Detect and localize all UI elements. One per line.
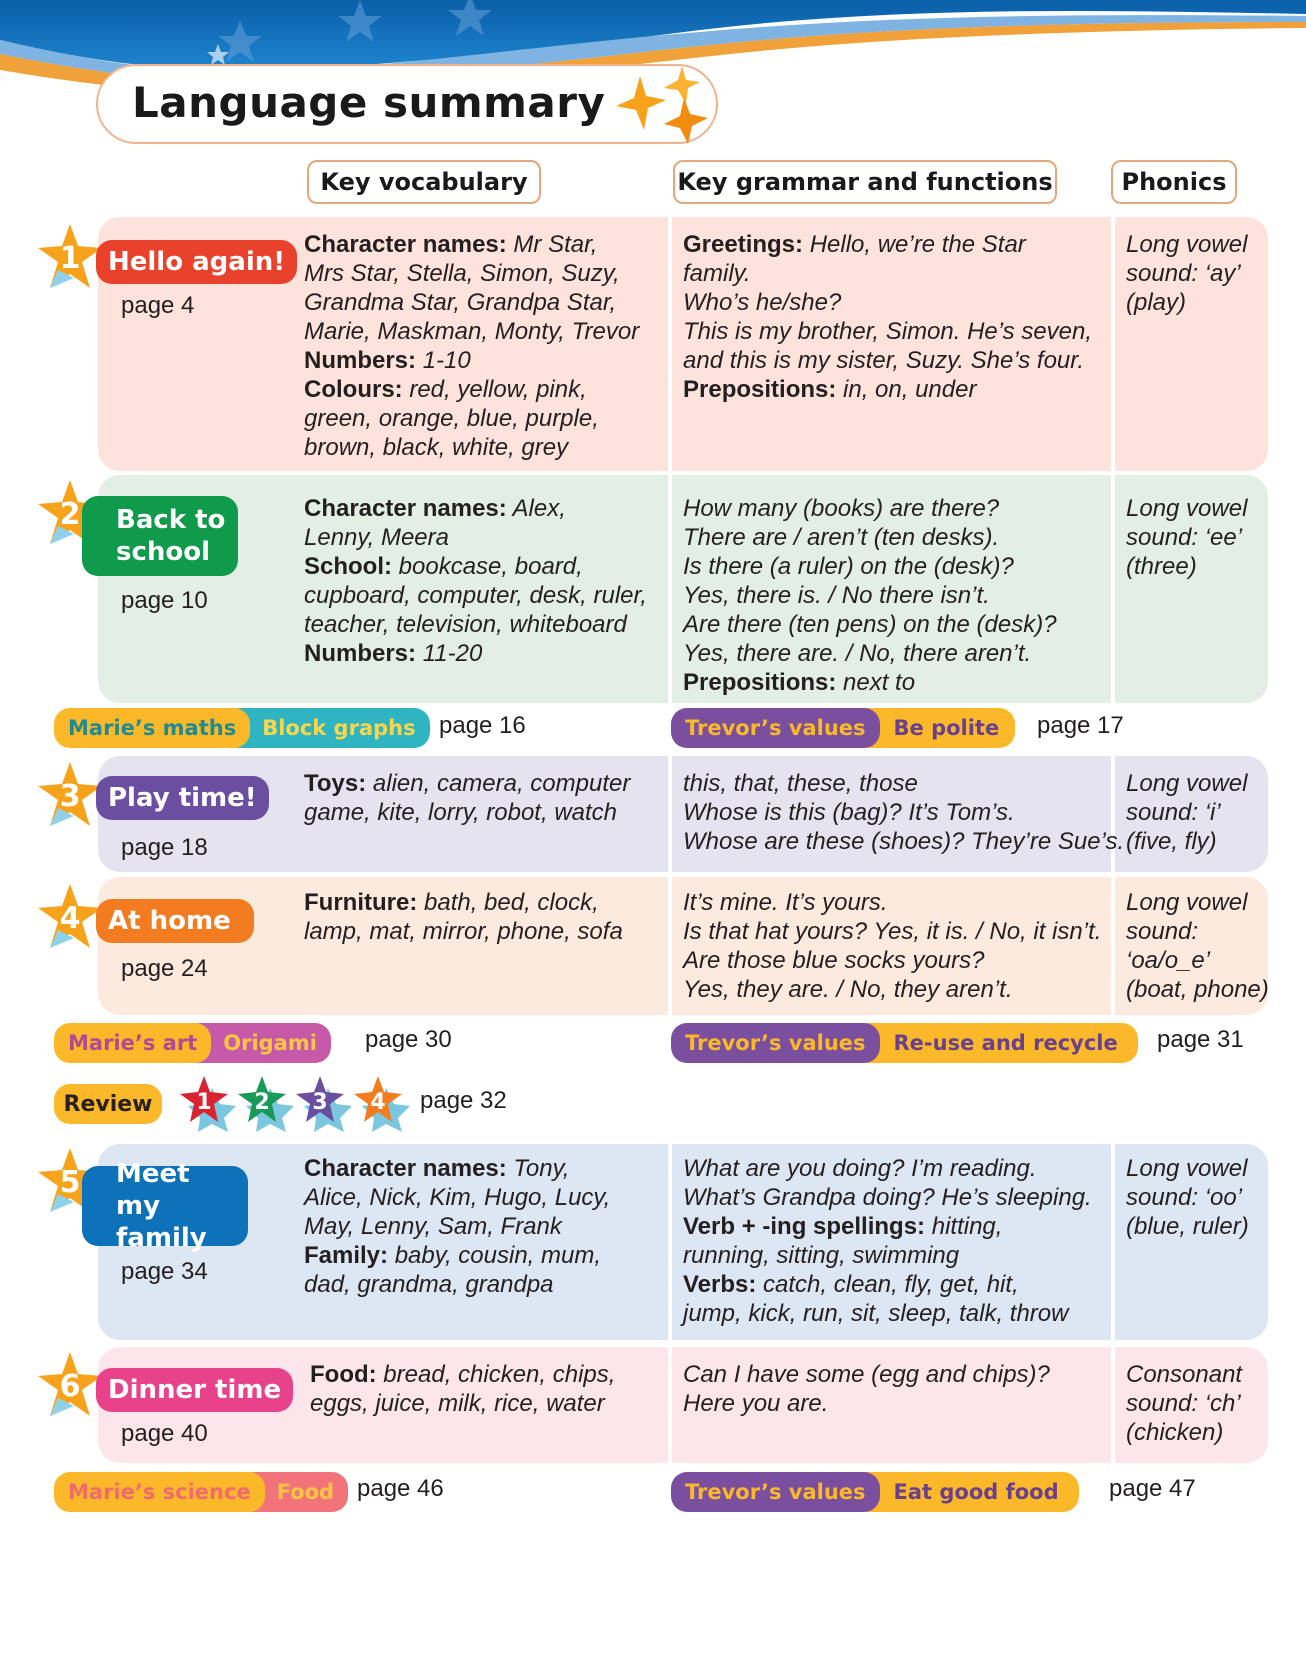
svg-text:4: 4 <box>370 1090 386 1115</box>
review-star-2-icon <box>236 1074 294 1132</box>
trevor-values-polite-pill[interactable] <box>671 708 1015 748</box>
unit-3-phonics: Long vowel sound: ‘i’ (five, fly) <box>1126 770 1248 855</box>
page-title: Language summary <box>132 78 606 127</box>
column-header-grammar: Key grammar and functions <box>673 160 1057 204</box>
eat-good-food-label: Eat good food <box>866 1472 1079 1512</box>
review-pill[interactable]: Review <box>54 1084 162 1124</box>
svg-text:1: 1 <box>59 241 81 276</box>
unit-4-phonics: Long vowel sound: ‘oa/o_e’ (boat, phone) <box>1126 889 1269 1003</box>
block-graphs-label: Block graphs <box>236 708 429 748</box>
column-header-phonics: Phonics <box>1111 160 1237 204</box>
values-page-47[interactable]: page 47 <box>1109 1475 1196 1502</box>
marie-art-label: Marie’s art <box>54 1023 211 1063</box>
reuse-recycle-label: Re-use and recycle <box>866 1023 1138 1063</box>
trevor-values-recycle-pill[interactable] <box>671 1023 1138 1063</box>
unit-3-page[interactable]: page 18 <box>121 834 208 861</box>
trevor-values-label: Trevor’s values <box>671 1023 880 1063</box>
unit-2-grammar: How many (books) are there? There are / aren’t (ten desks). Is there (a ruler) on the (desk)? Yes, there is. / No there isn’t. Are there (ten pens) on the (desk)? Yes, there are. / No, there aren’t. Prepositions: next to <box>683 495 1057 696</box>
svg-text:6: 6 <box>59 1369 81 1404</box>
unit-2-title-line-2: school <box>116 537 211 567</box>
review-star-1-icon <box>178 1074 236 1132</box>
unit-2-vocabulary: Character names: Alex, Lenny, Meera School: bookcase, board, cupboard, computer, desk, ruler, teacher, television, whiteboard Numbers: 11-20 <box>304 495 647 667</box>
unit-5-grammar: What are you doing? I’m reading. What’s Grandpa doing? He’s sleeping. Verb + -ing spellings: hitting, running, sitting, swimming Verbs: catch, clean, fly, get, hit, jump, kick, run, sit, sleep, talk, throw <box>683 1155 1092 1327</box>
unit-2-title-badge[interactable] <box>82 496 238 576</box>
svg-text:2: 2 <box>254 1090 270 1115</box>
unit-6-page[interactable]: page 40 <box>121 1420 208 1447</box>
food-label: Food <box>251 1472 348 1512</box>
unit-5-title-line-1: Meet my <box>116 1159 190 1221</box>
unit-1-phonics: Long vowel sound: ‘ay’ (play) <box>1126 231 1248 316</box>
unit-5-vocabulary: Character names: Tony, Alice, Nick, Kim, Hugo, Lucy, May, Lenny, Sam, Frank Family: baby, cousin, mum, dad, grandma, grandpa <box>304 1155 611 1298</box>
marie-maths-pill[interactable] <box>54 708 430 748</box>
svg-text:5: 5 <box>59 1165 81 1200</box>
review-page[interactable]: page 32 <box>420 1087 507 1114</box>
unit-5-title-line-2: family <box>116 1223 207 1253</box>
unit-4-vocabulary: Furniture: bath, bed, clock, lamp, mat, mirror, phone, sofa <box>304 889 623 945</box>
values-page-17[interactable]: page 17 <box>1037 712 1124 739</box>
svg-text:3: 3 <box>312 1090 328 1115</box>
trevor-values-label: Trevor’s values <box>671 1472 880 1512</box>
unit-1-grammar: Greetings: Hello, we’re the Star family. Who’s he/she? This is my brother, Simon. He’s seven, and this is my sister, Suzy. She’s four. Prepositions: in, on, under <box>683 231 1093 403</box>
trevor-values-label: Trevor’s values <box>671 708 880 748</box>
unit-6-grammar: Can I have some (egg and chips)? Here you are. <box>683 1361 1050 1417</box>
unit-5-title-badge[interactable] <box>82 1159 248 1253</box>
unit-2-page[interactable]: page 10 <box>121 587 208 614</box>
unit-3-grammar: this, that, these, those Whose is this (bag)? It’s Tom’s. Whose are these (shoes)? They’re Sue’s. <box>683 770 1125 855</box>
origami-label: Origami <box>197 1023 331 1063</box>
science-page[interactable]: page 46 <box>357 1475 444 1502</box>
unit-1-page[interactable]: page 4 <box>121 292 195 319</box>
unit-1-vocabulary: Character names: Mr Star, Mrs Star, Stella, Simon, Suzy, Grandma Star, Grandpa Star, Marie, Maskman, Monty, Trevor Numbers: 1-10 Colours: red, yellow, pink, green, orange, blue, purple, brown, black, white, grey <box>304 231 640 461</box>
svg-text:3: 3 <box>59 779 81 814</box>
unit-3-title-badge[interactable]: Play time! <box>96 776 269 820</box>
marie-science-pill[interactable] <box>54 1472 348 1512</box>
be-polite-label: Be polite <box>866 708 1016 748</box>
svg-text:1: 1 <box>196 1090 212 1115</box>
unit-4-grammar: It’s mine. It’s yours. Is that hat yours? Yes, it is. / No, it isn’t. Are those blue socks yours? Yes, they are. / No, they aren’t. <box>683 889 1102 1003</box>
maths-page[interactable]: page 16 <box>439 712 526 739</box>
column-header-vocabulary: Key vocabulary <box>307 160 541 204</box>
marie-maths-label: Marie’s maths <box>54 708 250 748</box>
trevor-values-food-pill[interactable] <box>671 1472 1079 1512</box>
marie-science-label: Marie’s science <box>54 1472 265 1512</box>
review-star-3-icon <box>294 1074 352 1132</box>
unit-5-page[interactable]: page 34 <box>121 1258 208 1285</box>
unit-6-phonics: Consonant sound: ‘ch’ (chicken) <box>1126 1361 1243 1446</box>
marie-art-pill[interactable] <box>54 1023 331 1063</box>
unit-2-phonics: Long vowel sound: ‘ee’ (three) <box>1126 495 1248 580</box>
svg-text:2: 2 <box>59 497 81 532</box>
unit-6-vocabulary: Food: bread, chicken, chips, eggs, juice, milk, rice, water <box>310 1361 616 1417</box>
unit-4-title-badge[interactable]: At home <box>96 899 254 943</box>
unit-3-vocabulary: Toys: alien, camera, computer game, kite, lorry, robot, watch <box>304 770 631 826</box>
svg-text:4: 4 <box>59 901 81 936</box>
review-star-4-icon <box>352 1074 410 1132</box>
unit-2-title-line-1: Back to <box>116 505 226 535</box>
art-page[interactable]: page 30 <box>365 1026 452 1053</box>
unit-1-title-badge[interactable]: Hello again! <box>96 240 297 284</box>
stars-decoration-icon <box>610 66 720 146</box>
unit-6-title-badge[interactable]: Dinner time <box>96 1368 293 1412</box>
values-page-31[interactable]: page 31 <box>1157 1026 1244 1053</box>
unit-4-page[interactable]: page 24 <box>121 955 208 982</box>
unit-5-phonics: Long vowel sound: ‘oo’ (blue, ruler) <box>1126 1155 1249 1240</box>
